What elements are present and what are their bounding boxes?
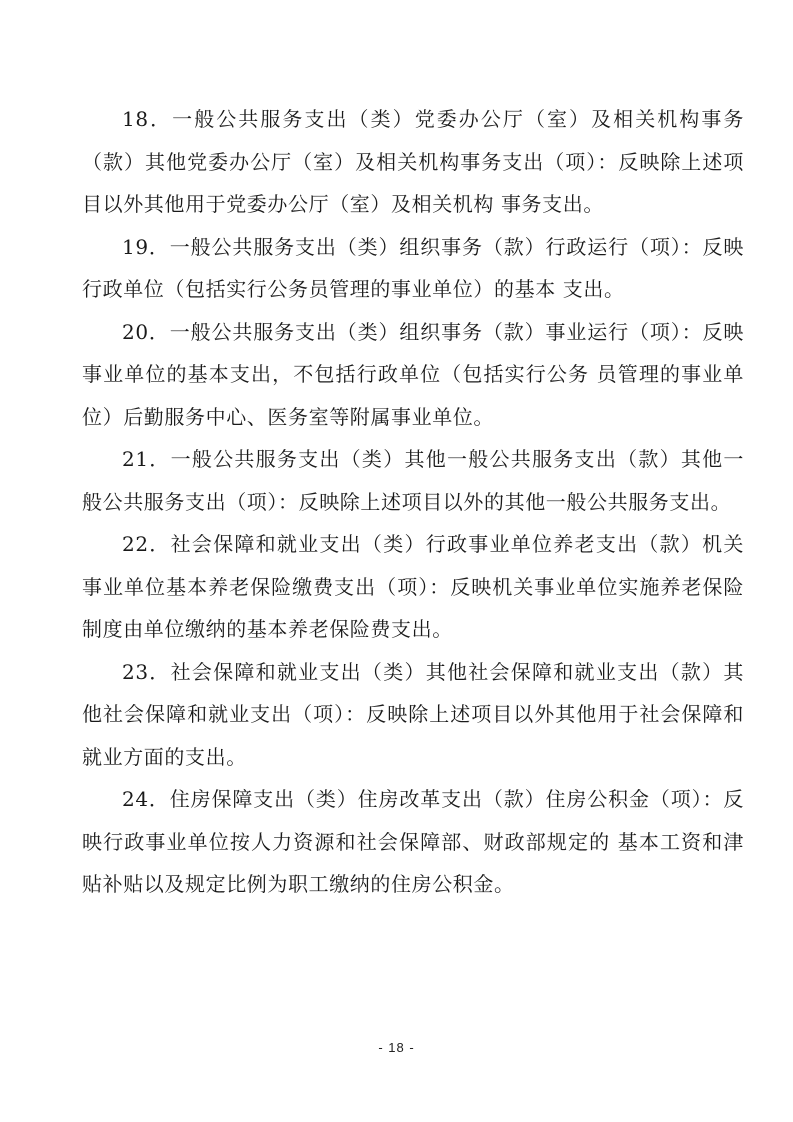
paragraph-item-22: 22．社会保障和就业支出（类）行政事业单位养老支出（款）机关事业单位基本养老保险缴费支出（项）：反映机关事业单位实施养老保险制度由单位缴纳的基本养老保险费支出。 [82,532,744,641]
paragraph-item-21: 21．一般公共服务支出（类）其他一般公共服务支出（款）其他一般公共服务支出（项）：反映除上述项目以外的其他一般公共服务支出。 [82,447,744,514]
page-number: - 18 - [378,1040,415,1055]
paragraph-item-20: 20．一般公共服务支出（类）组织事务（款）事业运行（项）：反映事业单位的基本支出，不包括行政单位（包括实行公务 员管理的事业单位）后勤服务中心、医务室等附属事业单位。 [82,319,744,429]
paragraph-item-19: 19．一般公共服务支出（类）组织事务（款）行政运行（项）：反映行政单位（包括实行公务员管理的事业单位）的基本 支出。 [82,234,744,301]
body-text [82,98,744,906]
paragraph-item-24: 24．住房保障支出（类）住房改革支出（款）住房公积金（项）：反映行政事业单位按人力资源和社会保障部、财政部规定的 基本工资和津贴补贴以及规定比例为职工缴纳的住房公积金。 [82,787,744,896]
paragraph-item-18: 18．一般公共服务支出（类）党委办公厅（室）及相关机构事务（款）其他党委办公厅（室）及相关机构事务支出（项）：反映除上述项目以外其他用于党委办公厅（室）及相关机构 事务支出。 [82,107,744,216]
paragraph-item-23: 23．社会保障和就业支出（类）其他社会保障和就业支出（款）其他社会保障和就业支出（项）：反映除上述项目以外其他用于社会保障和就业方面的支出。 [82,659,744,769]
